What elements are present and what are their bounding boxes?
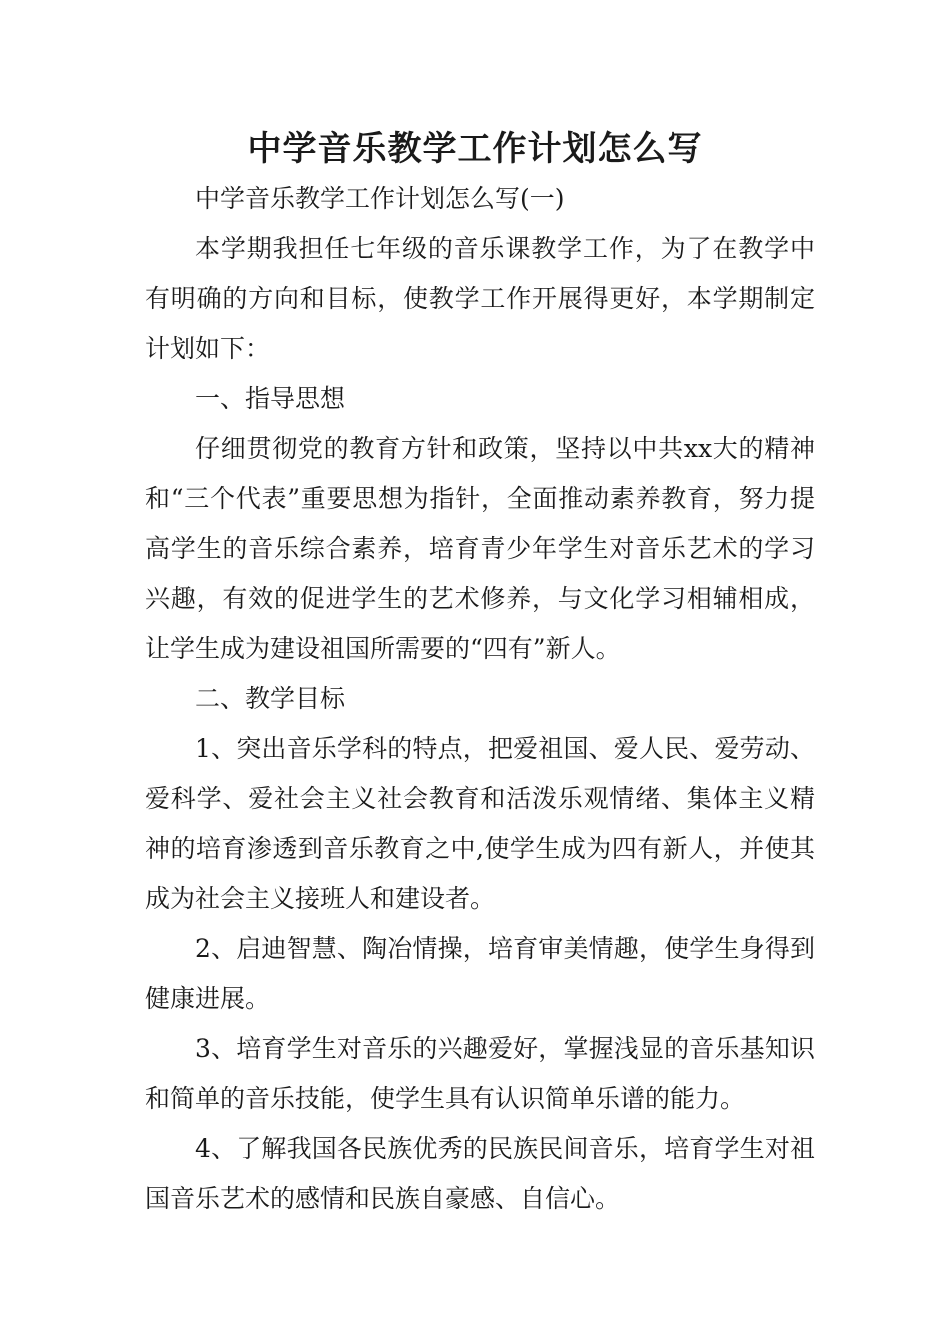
guiding-ideology-paragraph: 仔细贯彻党的教育方针和政策，坚持以中共xx大的精神和“三个代表”重要思想为指针，全面推动素养教育，努力提高学生的音乐综合素养，培育青少年学生对音乐艺术的学习兴趣，有效的促进学生的艺术修养，与文化学习相辅相成，让学生成为建设祖国所需要的“四有”新人。 bbox=[145, 434, 815, 663]
document-title: 中学音乐教学工作计划怎么写 bbox=[247, 129, 703, 169]
section-heading-teaching-goals: 二、教学目标 bbox=[195, 684, 346, 713]
goal-item-4: 4、了解我国各民族优秀的民族民间音乐，培育学生对祖国音乐艺术的感情和民族自豪感、自信心。 bbox=[145, 1134, 815, 1213]
goal-item-1: 1、突出音乐学科的特点，把爱祖国、爱人民、爱劳动、爱科学、爱社会主义社会教育和活泼乐观情绪、集体主义精神的培育渗透到音乐教育之中,使学生成为四有新人，并使其成为社会主义接班人和建设者。 bbox=[145, 734, 815, 913]
document-body bbox=[145, 174, 815, 1224]
subtitle-paragraph: 中学音乐教学工作计划怎么写(一) bbox=[195, 184, 565, 213]
intro-paragraph: 本学期我担任七年级的音乐课教学工作，为了在教学中有明确的方向和目标，使教学工作开展得更好，本学期制定计划如下： bbox=[145, 234, 815, 363]
goal-item-3: 3、培育学生对音乐的兴趣爱好，掌握浅显的音乐基知识和简单的音乐技能，使学生具有认识简单乐谱的能力。 bbox=[145, 1034, 815, 1113]
goal-item-2: 2、启迪智慧、陶冶情操，培育审美情趣，使学生身得到健康进展。 bbox=[145, 934, 815, 1013]
section-heading-guiding-ideology: 一、指导思想 bbox=[195, 384, 346, 413]
